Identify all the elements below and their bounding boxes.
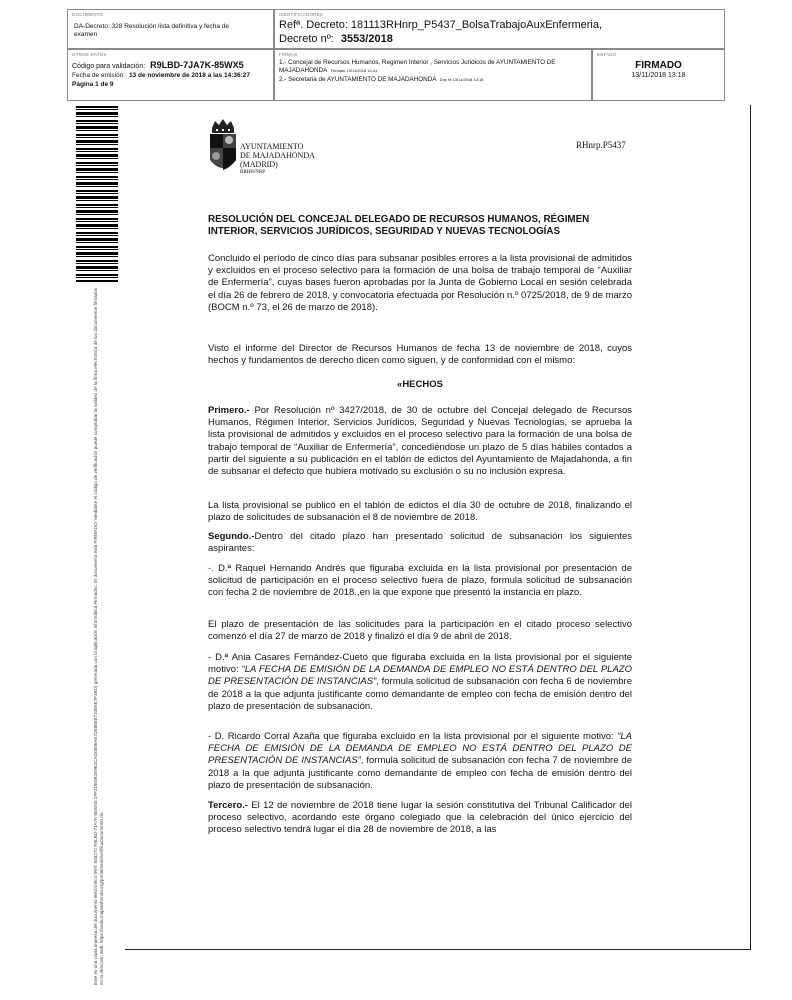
paragraph-plazo: El plazo de presentación de las solicitudes para la participación en el citado proceso selectivo comenzó el día 27 de marzo de 2018 y finalizó el día 9 de abril de 2018. — [208, 619, 632, 643]
decree-number-label: Decreto nº: — [279, 33, 334, 45]
ricardo-intro: - D. Ricardo Corral Azaña que figuraba excluido en la lista provisional por el siguiente motivo: — [208, 731, 618, 742]
signature-2-date: Doy fe 13/11/2018 13:18 — [439, 77, 484, 82]
raquel-dash: -. — [208, 563, 214, 574]
header-other-data-cell — [67, 49, 274, 101]
document-type: DA-Decreto: 328 Resolución lista definitiva y fecha de examen — [74, 23, 229, 38]
letterhead-code: RRHH/NRP — [240, 170, 266, 175]
paragraph-raquel — [208, 563, 632, 600]
tercero-text: El 12 de noviembre de 2018 tiene lugar la sesión constitutiva del Tribunal Calificador del proceso selectivo, acordando este órgano colegiado que la celebración del único ejercicio del proceso selectivo tendrá lugar el día 28 de noviembre de 2018, a las — [208, 800, 632, 836]
paragraph-ricardo — [208, 731, 632, 792]
paragraph-ania — [208, 652, 632, 713]
resolution-title: RESOLUCIÓN DEL CONCEJAL DELEGADO DE RECURSOS HUMANOS, RÉGIMEN INTERIOR, SERVICIOS JURÍDICOS, SEGURIDAD Y NUEVAS TECNOLOGÍAS — [208, 214, 590, 237]
header-signatures-cell — [274, 49, 592, 101]
paragraph-intro: Concluido el período de cinco días para subsanar posibles errores a la lista provisional de admitidos y excluidos en el proceso selectivo para la formación de una bolsa de trabajo temporal de “Auxiliar de Enfermería”, cuyas bases fueron aprobadas por la Junta de Gobierno Local en sesión celebrada el día 26 de febrero de 2018, y convocatoria efectuada por Resolución n.º 0725/2018, de 9 de marzo (BOCM n.º 73, el 26 de marzo de 2018). — [208, 253, 632, 313]
header-document-cell — [67, 9, 274, 49]
ricardo-quote: “LA FECHA DE EMISIÓN DE LA DEMANDA DE EMPLEO NO ESTÁ DENTRO DEL PLAZO DE PRESENTACIÓN DE INSTANCIAS” — [208, 731, 632, 767]
paragraph-informe: Visto el informe del Director de Recursos Humanos de fecha 13 de noviembre de 2018, cuyos hechos y fundamentos de derecho dicen como siguen, y de conformidad con el mismo: — [208, 343, 632, 367]
document-reference: RHnrp.P5437 — [576, 140, 626, 150]
segundo-text: Dentro del citado plazo han presentado solicitud de subsanación los siguientes aspirantes: — [208, 531, 632, 555]
verification-side-text: Este es una copia impresa del documento electrónico (Ref: 848272 R9LBD-7JA7K-85WX5 2FF3DE0B2E9E2CAD0895AE72E85E8710E6E7F4BD) generada con la aplicación informática Firmadoc. El documento está FIRMADO. Mediante el código de verificación puede comprobar la validez de la firma electrónica de los documentos firmados en la dirección web: https://sede.majadahonda.org/portal/sede/verificaDocumento.do — [93, 287, 104, 985]
primero-text: Por Resolución nº 3427/2018, de 30 de octubre del Concejal delegado de Recursos Humanos, Régimen Interior, Servicios Jurídicos, Seguridad y Nuevas Tecnologías, se aprueba la lista provisional de admitidos y excluidos en el proceso selectivo para la formación de una bolsa de trabajo temporal de “Auxiliar de Enfermería”, concediéndose un plazo de 5 días hábiles contados a partir del siguiente a su publicación en el tablón de edictos del Ayuntamiento de Majadahonda, a fin de subsanar el defecto que hubiera motivado su exclusión o su no inclusión expresa. — [208, 405, 632, 478]
other-data-caption: OTROS DATOS — [72, 52, 107, 57]
primero-label: Primero.- — [208, 405, 250, 416]
signature-1-date: Firmado 13/11/2018 12:41 — [330, 68, 378, 73]
paragraph-primero — [208, 405, 632, 478]
signature-2: 2.- Secretaria de AYUNTAMIENTO DE MAJADAHONDA — [279, 76, 437, 83]
emission-label: Fecha de emisión: — [72, 72, 126, 79]
signatures-caption: FIRMAS — [279, 52, 298, 57]
validation-code[interactable]: R9LBD-7JA7K-85WX5 — [150, 60, 244, 70]
header-status-cell — [592, 49, 725, 101]
status-date: 13/11/2018 13:18 — [631, 72, 686, 79]
coat-of-arms-logo — [208, 118, 238, 176]
status-badge: FIRMADO — [635, 60, 682, 71]
ania-quote: “LA FECHA DE EMISIÓN DE LA DEMANDA DE EMPLEO NO ESTÁ DENTRO DEL PLAZO DE PRESENTACIÓN DE INSTANCIAS” — [208, 664, 632, 688]
emission-date: 13 de noviembre de 2018 a las 14:36:27 — [128, 72, 250, 79]
barcode — [76, 106, 118, 282]
ania-text: , formula solicitud de subsanación con fecha 6 de noviembre de 2018 a la que adjunta justificante como demandante de empleo con fecha de emisión dentro del plazo de presentación de subsanación. — [208, 676, 633, 712]
hechos-heading: «HECHOS — [397, 379, 443, 390]
paragraph-tercero — [208, 800, 632, 837]
document-caption: DOCUMENTO — [72, 12, 104, 17]
raquel-text: D.ª Raquel Hernando Andrés que figuraba excluida en la lista provisional por presentación de solicitud de participación en el proceso selectivo fuera de plazo, formula solicitud de subsanación con fecha 2 de noviembre de 2018.,en la que expone que presentó la instancia en plazo. — [208, 563, 632, 599]
letterhead-line-3: (MADRID) — [240, 160, 278, 169]
tercero-label: Tercero.- — [208, 800, 248, 811]
header-identifiers-cell — [274, 9, 725, 49]
paragraph-segundo — [208, 531, 632, 555]
decree-number: 3553/2018 — [340, 33, 393, 45]
decree-reference: Refª. Decreto: 181113RHnrp_P5437_BolsaTrabajoAuxEnfermeria, — [279, 19, 603, 31]
segundo-label: Segundo.- — [208, 531, 255, 542]
page-counter: Página 1 de 9 — [72, 81, 114, 88]
status-caption: ESTADO — [597, 52, 617, 57]
ricardo-text: , formula solicitud de subsanación con fecha 7 de noviembre de 2018 a la que adjunta justificante como demandante de empleo con fecha de emisión dentro del plazo de presentación de subsanación. — [208, 755, 632, 791]
letterhead-line-1: AYUNTAMIENTO — [240, 142, 304, 151]
signature-1: 1.- Concejal de Recursos Humanos, Regimen Interior , Servicios Juridicos de AYUNTAMIENTO DE MAJADAHONDA — [279, 59, 556, 74]
validation-label: Código para validación: — [72, 63, 146, 70]
identifiers-caption: IDENTIFICADORES — [279, 12, 324, 17]
paragraph-publicacion: La lista provisional se publicó en el tablón de edictos el día 30 de octubre de 2018, finalizando el plazo de solicitudes de subsanación el 8 de noviembre de 2018. — [208, 500, 632, 524]
letterhead-line-2: DE MAJADAHONDA — [240, 151, 315, 160]
ania-intro: - D.ª Ania Casares Fernández-Cueto que figuraba excluida en la lista provisional por el siguiente motivo: — [208, 652, 632, 676]
